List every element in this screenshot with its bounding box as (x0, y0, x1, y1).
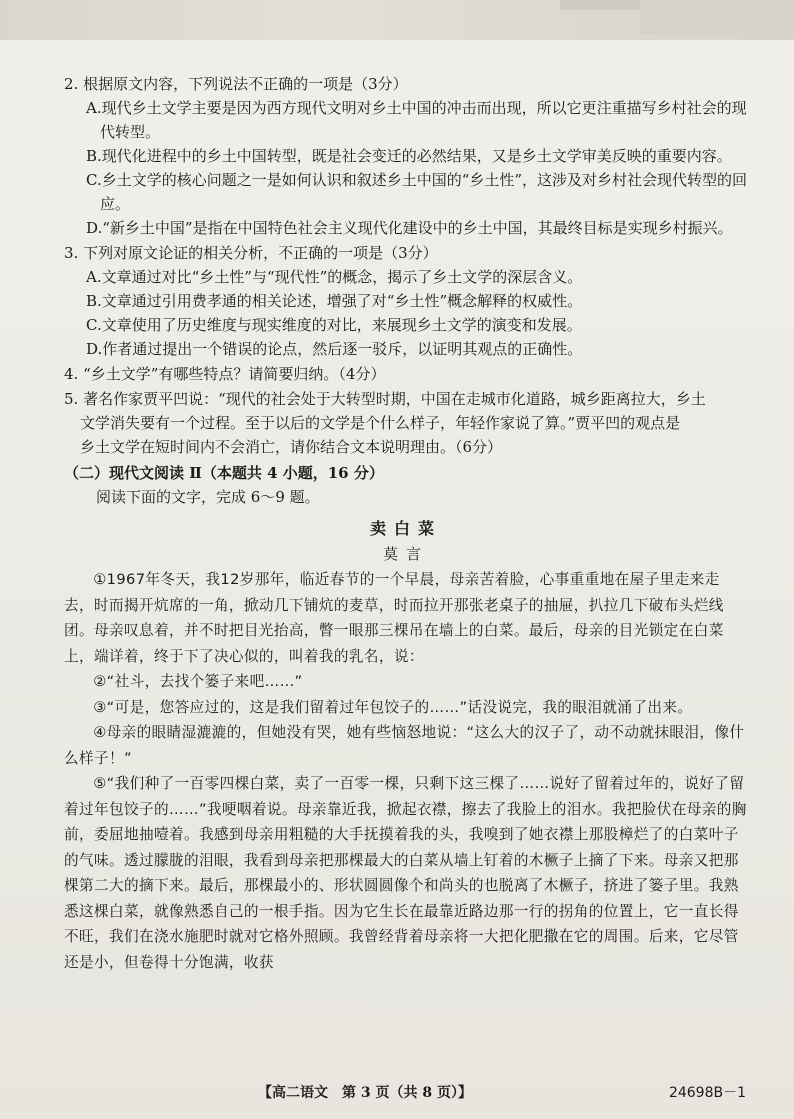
option-d: D.“新乡土中国”是指在中国特色社会主义现代化建设中的乡土中国，其最终目标是实现乡村振兴。 (86, 219, 733, 237)
question-3 (64, 241, 748, 361)
passage-title: 卖白菜 (369, 519, 442, 538)
passage-body (64, 567, 748, 975)
passage-author: 莫言 (382, 545, 429, 563)
footer-code: 24698B－1 (668, 1085, 746, 1101)
scan-fold (640, 0, 794, 34)
passage-paragraph: ①1967年冬天，我12岁那年，临近春节的一个早晨，母亲苦着脸，心事重重地在屋子里走来走去，时而揭开炕席的一角，掀动几下铺炕的麦草，时而拉开那张老桌子的抽屉，扒拉几下破布头烂线团。母亲叹息着，并不时把目光抬高，瞥一眼那三棵吊在墙上的白菜。最后，母亲的目光锁定在白菜上，端详着，终于下了决心似的，叫着我的乳名，说： (64, 571, 724, 665)
question-stem: 2. 根据原文内容，下列说法不正确的一项是（3分） (64, 75, 408, 93)
question-5-line: 文学消失要有一个过程。至于以后的文学是个什么样子，年轻作家说了算。”贾平凹的观点是 (80, 414, 681, 432)
option-a: A.文章通过对比“乡土性”与“现代性”的概念，揭示了乡土文学的深层含义。 (86, 268, 583, 286)
passage-paragraph: ②“社斗，去找个篓子来吧……” (93, 673, 303, 690)
footer-exam-info: 【高二语文 第 3 页（共 8 页）】 (258, 1085, 472, 1101)
question-5-line: 乡土文学在短时间内不会消亡，请你结合文本说明理由。（6分） (80, 438, 503, 456)
question-5-line: 5. 著名作家贾平凹说：“现代的社会处于大转型时期，中国在走城市化道路，城乡距离拉大，乡土 (64, 390, 706, 408)
option-b: B.现代化进程中的乡土中国转型，既是社会变迁的必然结果，又是乡土文学审美反映的重要内容。 (86, 147, 732, 165)
question-5 (64, 387, 748, 459)
option-c: C.文章使用了历史维度与现实维度的对比，来展现乡土文学的演变和发展。 (86, 316, 582, 334)
section-instruction: 阅读下面的文字，完成 6～9 题。 (96, 488, 320, 506)
page-footer (0, 1080, 794, 1106)
option-a: A.现代乡土文学主要是因为西方现代文明对乡土中国的冲击而出现，所以它更注重描写乡村社会的现代转型。 (86, 99, 747, 141)
question-2 (64, 72, 748, 240)
option-b: B.文章通过引用费孝通的相关论述，增强了对“乡土性”概念解释的权威性。 (86, 292, 583, 310)
scan-edge (0, 0, 794, 40)
passage-paragraph: ⑤“我们种了一百零四棵白菜，卖了一百零一棵，只剩下这三棵了……说好了留着过年的，说好了留着过年包饺子的……”我哽咽着说。母亲靠近我，掀起衣襟，擦去了我脸上的泪水。我把脸伏在母亲的胸前，委屈地抽噎着。我感到母亲用粗糙的大手抚摸着我的头，我嗅到了她衣襟上那股樟烂了的白菜叶子的气味。透过朦胧的泪眼，我看到母亲把那棵最大的白菜从墙上钉着的木橛子上摘了下来。母亲又把那棵第二大的摘下来。最后，那棵最小的、形状圆圆像个和尚头的也脱离了木橛子，挤进了篓子里。我熟悉这棵白菜，就像熟悉自己的一根手指。因为它生长在最靠近路边那一行的拐角的位置上，它一直长得不旺，我们在浇水施肥时就对它格外照顾。我曾经背着母亲将一大把化肥撒在它的周围。后来，它尽管还是小，但卷得十分饱满，收获 (64, 775, 747, 971)
passage-paragraph: ④母亲的眼睛湿漉漉的，但她没有哭，她有些恼怒地说：“这么大的汉子了，动不动就抹眼泪，像什么样子！” (64, 724, 745, 767)
question-stem: 3. 下列对原文论证的相关分析，不正确的一项是（3分） (64, 244, 438, 262)
option-d: D.作者通过提出一个错误的论点，然后逐一驳斥，以证明其观点的正确性。 (86, 340, 583, 358)
option-c: C.乡土文学的核心问题之一是如何认识和叙述乡土中国的“乡土性”，这涉及对乡村社会现代转型的回应。 (86, 171, 748, 213)
section-heading: （二）现代文阅读 Ⅱ（本题共 4 小题，16 分） (64, 464, 384, 482)
passage-paragraph: ③“可是，您答应过的，这是我们留着过年包饺子的……”话没说完，我的眼泪就涌了出来。 (93, 698, 693, 716)
exam-content (64, 72, 748, 975)
question-4: 4. “乡土文学”有哪些特点？请简要归纳。（4分） (64, 365, 386, 383)
